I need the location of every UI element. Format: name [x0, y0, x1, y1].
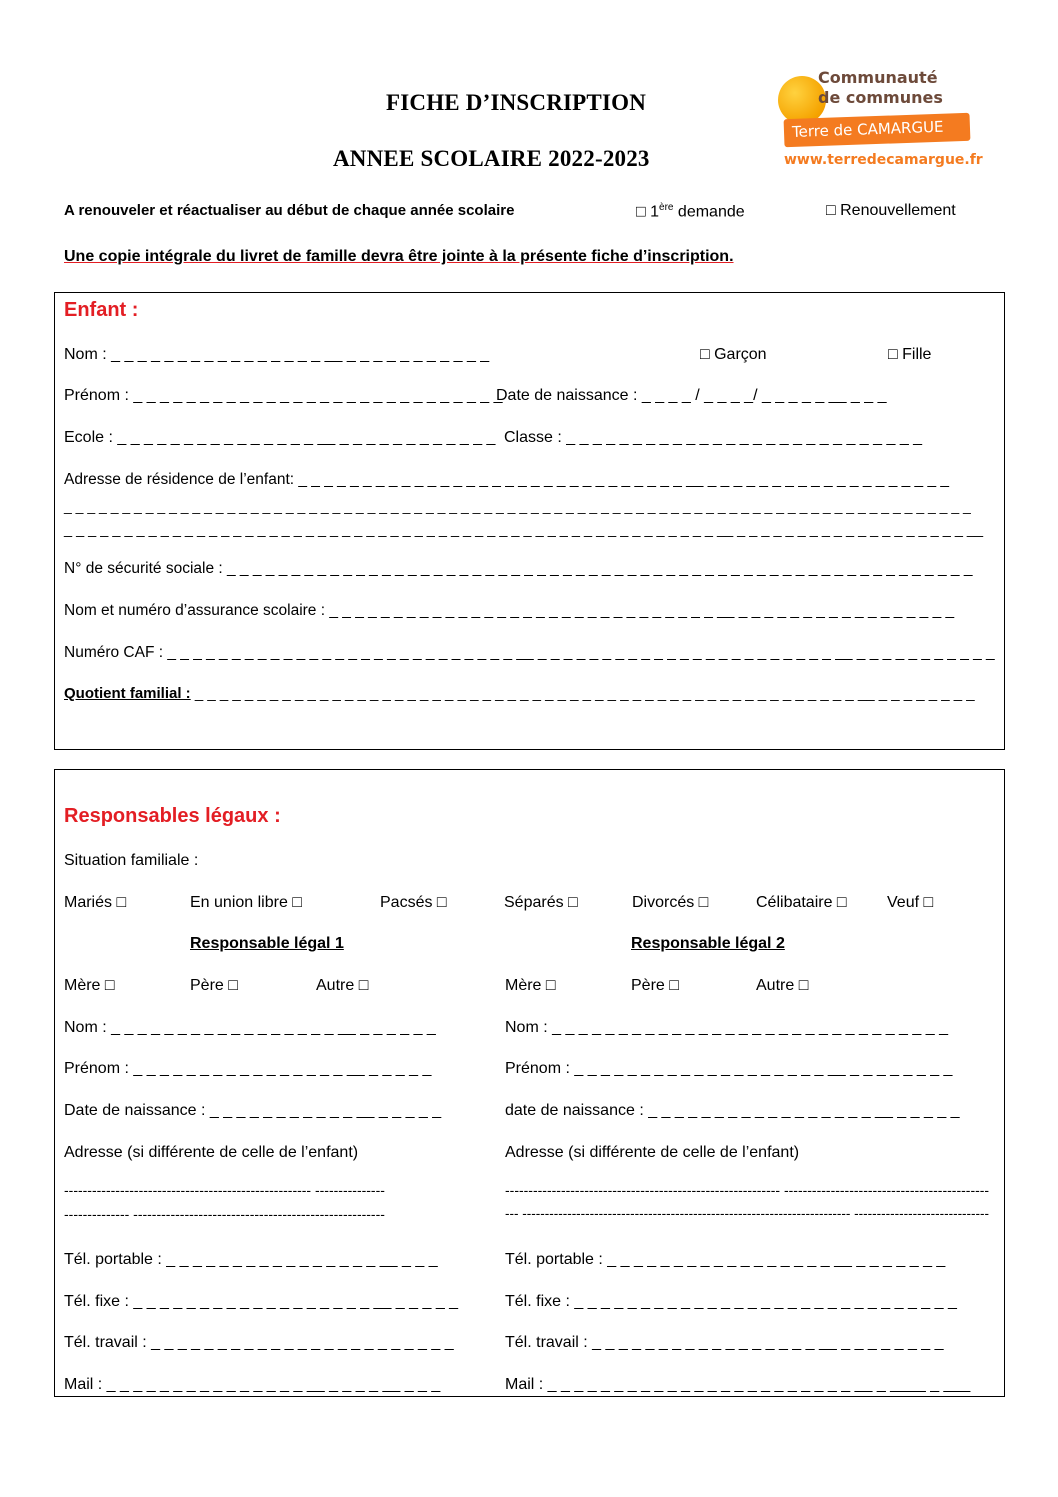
child-prenom-field[interactable]: Prénom : _ _ _ _ _ _ _ _ _ _ _ _ _ _ _ _ _ _ _ _ _ _ _ _ _ _ _ _ [64, 387, 503, 404]
first-request-sup: ère [659, 202, 674, 213]
family-situation-label: Situation familiale : [64, 852, 199, 869]
situation-separes[interactable]: Séparés □ [504, 894, 578, 911]
child-insurance-field[interactable]: Nom et numéro d’assurance scolaire : _ _ _ _ _ _ _ _ _ _ _ _ _ _ _ _ _ _ _ _ _ _ _ _ _ _ _ _ _ _ __ _ _ _ _ _ _ _ _ _ _ _ _ _ _ _ _ _ [64, 602, 955, 619]
r2-nom-field[interactable]: Nom : _ _ _ _ _ _ _ _ _ _ _ _ _ _ _ _ _ _ _ _ _ _ _ _ _ _ _ _ _ _ [505, 1019, 948, 1036]
logo-url: www.terredecamargue.fr [784, 152, 983, 168]
r2-work-phone-field[interactable]: Tél. travail : _ _ _ _ _ _ _ _ _ _ _ _ _ _ _ _ _ __ _ _ _ _ _ _ _ _ [505, 1334, 944, 1351]
renew-note: A renouveler et réactualiser au début de chaque année scolaire [64, 202, 515, 219]
r1-landline-field[interactable]: Tél. fixe : _ _ _ _ _ _ _ _ _ _ _ _ _ _ _ _ _ _ __ _ _ _ _ _ [64, 1293, 459, 1310]
child-secu-field[interactable]: N° de sécurité sociale : _ _ _ _ _ _ _ _ _ _ _ _ _ _ _ _ _ _ _ _ _ _ _ _ _ _ _ _ _ _ _ _ _ _ _ _ _ _ _ _ _ _ _ _ _ _ _ _ _ _ _ _ _ _ _ _ _ _ [64, 560, 973, 577]
logo-band-text: Terre de CAMARGUE [791, 117, 944, 141]
child-address-line-2[interactable]: _ _ _ _ _ _ _ _ _ _ _ _ _ _ _ _ _ _ _ _ _ _ _ _ _ _ _ _ _ _ _ _ _ _ _ _ _ _ _ _ _ _ _ _ _ _ _ _ _ _ _ _ _ _ _ _ _ _ _ _ _ _ _ _ _ _ _ _ _ _ _ _ _ _ _ _ _ _ [64, 498, 971, 514]
child-caf-field[interactable]: Numéro CAF : _ _ _ _ _ _ _ _ _ _ _ _ _ _ _ _ _ _ _ _ _ _ _ _ _ _ _ __ _ _ _ _ _ _ _ _ _ _ _ _ _ _ _ _ _ _ _ _ _ _ _ __ _ _ _ _ _ _ _ _ _ _ _ [64, 644, 995, 661]
child-school-field[interactable]: Ecole : _ _ _ _ _ _ _ _ _ _ _ _ _ _ _ __ _ _ _ _ _ _ _ _ _ _ _ _ [64, 429, 496, 446]
logo-line-2: de communes [818, 88, 943, 107]
r2-prenom-field[interactable]: Prénom : _ _ _ _ _ _ _ _ _ _ _ _ _ _ _ _ _ _ _ __ _ _ _ _ _ _ _ _ [505, 1060, 953, 1077]
r2-mobile-field[interactable]: Tél. portable : _ _ _ _ _ _ _ _ _ _ _ _ _ _ _ _ _ __ _ _ _ _ _ _ _ [505, 1251, 946, 1268]
r2-email-field[interactable]: Mail : _ _ _ _ _ _ _ _ _ _ _ _ _ _ _ _ _ _ _ _ _ _ _ __ _ ____ _ ___ [505, 1376, 971, 1393]
first-request-checkbox[interactable] [636, 202, 745, 221]
r1-mobile-field[interactable]: Tél. portable : _ _ _ _ _ _ _ _ _ _ _ _ _ _ _ _ __ _ _ _ [64, 1251, 438, 1268]
child-nom-field[interactable]: Nom : _ _ _ _ _ _ _ _ _ _ _ _ _ _ _ _ __ _ _ _ _ _ _ _ _ _ _ _ [64, 346, 490, 363]
situation-divorces[interactable]: Divorcés □ [632, 894, 709, 911]
r2-address-line-1[interactable]: ----------------------------------------------------------- -------------------------------------------- [505, 1182, 990, 1198]
r1-mere-checkbox[interactable]: Mère □ [64, 977, 115, 994]
r1-prenom-field[interactable]: Prénom : _ _ _ _ _ _ _ _ _ _ _ _ _ _ _ _ __ _ _ _ _ _ [64, 1060, 432, 1077]
situation-maries[interactable]: Mariés □ [64, 894, 127, 911]
r1-birthdate-field[interactable]: Date de naissance : _ _ _ _ _ _ _ _ _ _ _ __ _ _ _ _ _ [64, 1102, 442, 1119]
child-address-field[interactable]: Adresse de résidence de l’enfant: _ _ _ _ _ _ _ _ _ _ _ _ _ _ _ _ _ _ _ _ _ _ _ _ _ _ _ _ _ _ __ _ _ _ _ _ _ _ _ _ _ _ _ _ _ _ _ _ _ _ [64, 471, 950, 488]
r1-pere-checkbox[interactable]: Père □ [190, 977, 238, 994]
first-request-rest: demande [677, 203, 745, 221]
child-birthdate-field[interactable]: Date de naissance : _ _ _ _ / _ _ _ _/ _ _ _ _ _ __ _ _ _ [496, 387, 887, 404]
r1-work-phone-field[interactable]: Tél. travail : _ _ _ _ _ _ _ _ _ _ _ _ _ _ _ _ _ _ _ _ _ _ _ [64, 1334, 454, 1351]
terre-de-camargue-logo [770, 62, 983, 180]
r1-nom-field[interactable]: Nom : _ _ _ _ _ _ _ _ _ _ _ _ _ _ _ _ _ __ _ _ _ _ _ _ [64, 1019, 436, 1036]
r2-mere-checkbox[interactable]: Mère □ [505, 977, 556, 994]
first-request-label: □ 1 [636, 203, 660, 221]
situation-celibataire[interactable]: Célibataire □ [756, 894, 847, 911]
situation-pacses[interactable]: Pacsés □ [380, 894, 447, 911]
r2-address-label: Adresse (si différente de celle de l’enfant) [505, 1144, 800, 1161]
copy-notice: Une copie intégrale du livret de famille devra être jointe à la présente fiche d’inscription. [64, 248, 734, 265]
r2-landline-field[interactable]: Tél. fixe : _ _ _ _ _ _ _ _ _ _ _ _ _ _ _ _ _ _ _ _ _ _ _ _ _ _ _ _ _ [505, 1293, 957, 1310]
garcon-checkbox[interactable]: □ Garçon [700, 346, 767, 363]
r1-autre-checkbox[interactable]: Autre □ [316, 977, 369, 994]
situation-veuf[interactable]: Veuf □ [887, 894, 934, 911]
r1-address-label: Adresse (si différente de celle de l’enfant) [64, 1144, 359, 1161]
child-heading: Enfant : [64, 299, 139, 321]
situation-union-libre[interactable]: En union libre □ [190, 894, 302, 911]
guardians-heading: Responsables légaux : [64, 805, 281, 827]
r1-email-field[interactable]: Mail : _ _ _ _ _ _ _ _ _ _ _ _ _ _ _ __ _ _ _ _ __ _ _ _ [64, 1376, 441, 1393]
child-quotient-field[interactable] [64, 685, 975, 702]
quotient-line: _ _ _ _ _ _ _ _ _ _ _ _ _ _ _ _ _ _ _ _ _ _ _ _ _ _ _ _ _ _ _ _ _ _ _ _ _ _ _ _ _ _ _ _ _ _ _ _ _ _ _ _ _ __ _ _ _ _ _ _ _ _ [194, 685, 975, 702]
r2-address-line-2[interactable]: --- ------------------------------------------------------------------------- ------------------------------ [505, 1206, 990, 1221]
r1-address-line-1[interactable]: ----------------------------------------------------- --------------- [64, 1182, 385, 1198]
fille-checkbox[interactable]: □ Fille [888, 346, 932, 363]
guardian-1-title: Responsable légal 1 [190, 935, 344, 952]
child-address-line-3[interactable]: _ _ _ _ _ _ _ _ _ _ _ _ _ _ _ _ _ _ _ _ _ _ _ _ _ _ _ _ _ _ _ _ _ _ _ _ _ _ _ _ _ _ _ _ _ _ _ _ _ _ _ _ _ _ __ _ _ _ _ _ _ _ _ _ _ _ _ _ _ _ _ _ _ _ __ [64, 522, 984, 538]
r1-address-line-2[interactable]: -------------- ------------------------------------------------------ [64, 1206, 385, 1222]
logo-band [784, 113, 971, 147]
r2-pere-checkbox[interactable]: Père □ [631, 977, 679, 994]
r2-birthdate-field[interactable]: date de naissance : _ _ _ _ _ _ _ _ _ _ _ _ _ _ _ _ _ __ _ _ _ _ _ [505, 1102, 960, 1119]
logo-line-1: Communauté [818, 68, 938, 87]
school-year-subtitle: ANNEE SCOLAIRE 2022-2023 [333, 146, 650, 171]
child-class-field[interactable]: Classe : _ _ _ _ _ _ _ _ _ _ _ _ _ _ _ _ _ _ _ _ _ _ _ _ _ _ _ [504, 429, 923, 446]
logo-text [818, 68, 943, 108]
guardian-2-title: Responsable légal 2 [631, 935, 785, 952]
form-title: FICHE D’INSCRIPTION [386, 90, 647, 115]
quotient-label: Quotient familial : [64, 685, 191, 702]
renewal-checkbox[interactable]: □ Renouvellement [826, 202, 956, 219]
r2-autre-checkbox[interactable]: Autre □ [756, 977, 809, 994]
